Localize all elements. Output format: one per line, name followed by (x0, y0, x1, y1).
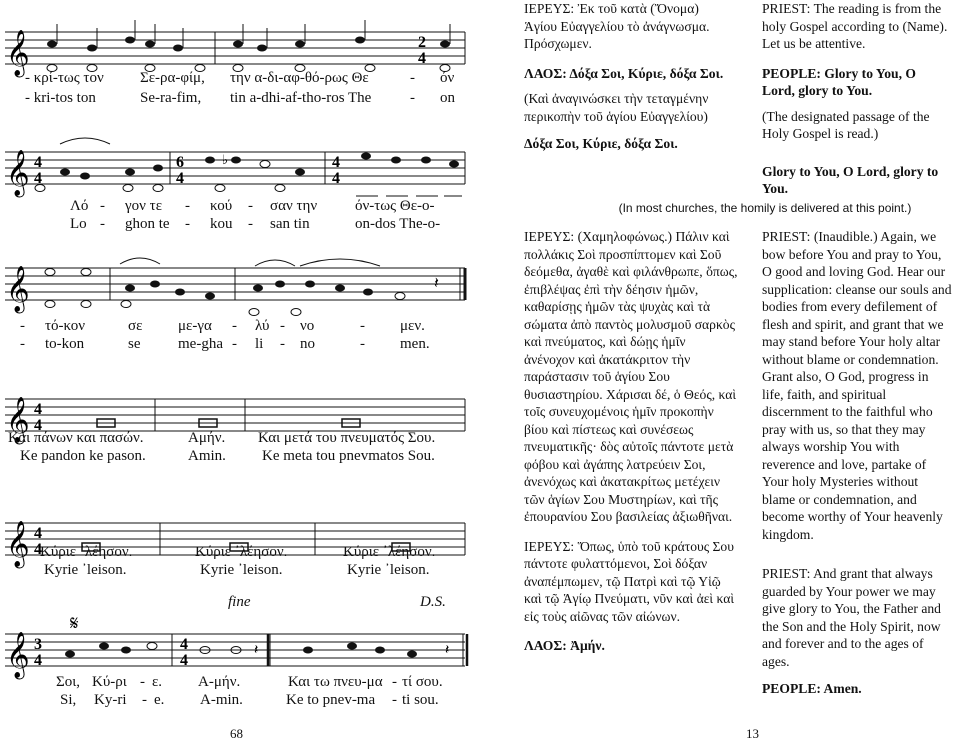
lyric-syllable: on (440, 90, 455, 106)
svg-text:♭: ♭ (222, 152, 229, 167)
homily-note: (In most churches, the homily is delivered at this point.) (618, 201, 912, 215)
svg-text:4: 4 (34, 154, 42, 171)
lyric-syllable: - (232, 336, 237, 352)
lyric-syllable: Amin. (188, 448, 226, 464)
lyric-syllable: Λό (70, 198, 89, 214)
lyric-syllable: Σε-ρα-φίμ, (140, 70, 205, 86)
lyric-syllable: - (140, 674, 145, 690)
english-column-top (762, 0, 952, 198)
lyric-syllable: - (20, 318, 25, 334)
svg-text:𝄽: 𝄽 (445, 643, 450, 658)
svg-text:4: 4 (34, 652, 42, 669)
lyric-syllable: Kyrie ᾽leison. (200, 562, 283, 578)
lyric-syllable: την α-δι-αφ-θό-ρως Θε (230, 70, 369, 86)
svg-text:4: 4 (332, 154, 340, 171)
lyric-syllable: Και τω πνευ-μα (288, 674, 383, 690)
svg-text:𝄞: 𝄞 (6, 632, 30, 678)
svg-text:4: 4 (34, 541, 42, 558)
lyric-syllable: Κύριε ᾽λέησον. (343, 544, 436, 560)
svg-text:2: 2 (418, 34, 426, 51)
lyric-syllable: - (20, 336, 25, 352)
lyric-syllable: Αμήν. (188, 430, 226, 446)
lyric-syllable: ti sou. (402, 692, 439, 708)
svg-text:4: 4 (180, 652, 188, 669)
english-prayer: PRIEST: (Inaudible.) Again, we bow before You and pray to You, O good and loving God. Hear our supplication: cleanse our souls and bodies from every defilement of flesh and spirit, and grant that we may stand before Your holy altar without blame or condemnation. Grant also, O God, progress in life, faith, and spiritual discernment to the faithful who pray with us, so that they may always worship You with reverence and love, partake of Your holy Mysteries without blame or condemnation, and become worthy of Your heavenly kingdom. (762, 229, 952, 542)
lyric-syllable: - (410, 90, 415, 106)
lyric-syllable: Κύριε ᾽λέησον. (40, 544, 133, 560)
greek-paragraph: ΙΕΡΕΥΣ: Ἐκ τοῦ κατὰ (Ὄνομα) Ἁγίου Εὐαγγελίου τὸ ἀνάγνωσμα. Πρόσχωμεν. (524, 1, 710, 51)
lyric-syllable: - (360, 336, 365, 352)
staff-5 (0, 488, 480, 598)
lyric-syllable: σαν την (270, 198, 318, 214)
lyric-syllable: λύ (255, 318, 270, 334)
lyric-syllable: men. (400, 336, 430, 352)
english-paragraph: (The designated passage of the Holy Gospel is read.) (762, 108, 930, 141)
english-paragraph: PEOPLE: Glory to You, O Lord, glory to You. (762, 65, 916, 98)
english-paragraph: Glory to You, O Lord, glory to You. (762, 163, 939, 196)
lyric-syllable: Ky-ri (94, 692, 127, 708)
svg-text:𝄽: 𝄽 (254, 643, 259, 658)
lyric-syllable: Και πάνων και πασών. (8, 430, 144, 446)
lyric-syllable: - kri-tos ton (25, 90, 96, 106)
page-number-right: 13 (746, 726, 759, 741)
lyric-syllable: Kyrie ᾽leison. (347, 562, 430, 578)
lyric-syllable: Ke meta tou pnevmatos Sou. (262, 448, 435, 464)
lyric-syllable: - (392, 692, 397, 708)
svg-text:𝄽: 𝄽 (434, 275, 439, 292)
svg-text:𝄞: 𝄞 (6, 150, 30, 196)
lyric-syllable: - (232, 318, 237, 334)
svg-text:𝄞: 𝄞 (6, 30, 30, 76)
svg-text:3: 3 (34, 636, 42, 653)
lyric-syllable: Σοι, (56, 674, 81, 690)
svg-text:4: 4 (34, 170, 42, 187)
greek-paragraph: (Καὶ ἀναγινώσκει τὴν τεταγμένην περικοπὴν τοῦ ἁγίου Εὐαγγελίου) (524, 91, 709, 124)
greek-column-bottom (524, 228, 739, 655)
lyric-syllable: - (185, 198, 190, 214)
svg-text:4: 4 (176, 170, 184, 187)
greek-paragraph: Δόξα Σοι, Κύριε, δόξα Σοι. (524, 136, 678, 151)
greek-paragraph: ΛΑΟΣ: Δόξα Σοι, Κύριε, δόξα Σοι. (524, 65, 724, 81)
lyric-line-latin (0, 562, 480, 578)
lyric-syllable: Ke pandon ke pason. (20, 448, 146, 464)
lyric-syllable: - (410, 70, 415, 86)
lyric-line-latin (0, 336, 480, 352)
lyric-syllable: to-kon (45, 336, 85, 352)
lyric-syllable: Si, (60, 692, 77, 708)
english-paragraph: PRIEST: The reading is from the holy Gospel according to (Name). Let us be attentive. (762, 1, 948, 51)
greek-ekphonesis: ΙΕΡΕΥΣ: Ὅπως, ὑπὸ τοῦ κράτους Σου πάντοτε φυλαττόμενοι, Σοὶ δόξαν ἀναπέμπωμεν, τῷ Πατρὶ καὶ τῷ Υἱῷ καὶ τῷ Ἁγίῳ Πνεύματι, νῦν καὶ ἀεὶ καὶ εἰς τοὺς αἰῶνας τῶν αἰώνων. (524, 538, 734, 624)
lyric-line-greek (0, 430, 480, 446)
english-column-bottom (762, 228, 952, 698)
svg-text:4: 4 (34, 525, 42, 542)
lyric-line-latin (0, 216, 480, 232)
lyric-syllable: τί σου. (402, 674, 443, 690)
lyric-syllable: - (248, 216, 253, 232)
lyric-syllable: no (300, 336, 315, 352)
lyric-syllable: με-γα (178, 318, 212, 334)
lyric-syllable: - κρί-τως τον (25, 70, 104, 86)
lyric-syllable: Ke to pnev-ma (286, 692, 376, 708)
lyric-syllable: Κύ-ρι (92, 674, 127, 690)
lyric-syllable: - (280, 318, 285, 334)
lyric-syllable: γον τε (125, 198, 162, 214)
english-ekphonesis: PRIEST: And grant that always guarded by Your power we may give glory to You, the Father and the Son and the Holy Spirit, now and forever and to the ages of ages. (762, 566, 941, 669)
lyric-syllable: me-gha (178, 336, 223, 352)
lyric-line-greek (0, 198, 480, 214)
lyric-syllable: Lo (70, 216, 87, 232)
lyric-syllable: on-dos The-o- (355, 216, 441, 232)
svg-text:𝄞: 𝄞 (6, 521, 30, 567)
lyric-syllable: tin a-dhi-af-tho-ros The (230, 90, 372, 106)
lyric-line-latin (0, 692, 480, 708)
page-number-left: 68 (230, 726, 243, 741)
svg-text:𝄋: 𝄋 (70, 611, 79, 635)
svg-text:4: 4 (34, 401, 42, 418)
lyric-line-greek (0, 318, 480, 334)
lyric-line-latin (0, 448, 480, 464)
lyric-syllable: - (100, 216, 105, 232)
lyric-syllable: όν-τως Θε-ο- (355, 198, 435, 214)
lyric-syllable: - (248, 198, 253, 214)
lyric-syllable: σε (128, 318, 143, 334)
lyric-syllable: ghon te (125, 216, 170, 232)
lyric-syllable: Se-ra-fim, (140, 90, 202, 106)
svg-text:4: 4 (34, 417, 42, 434)
lyric-syllable: - (100, 198, 105, 214)
lyric-syllable: Κύριε ᾽λέησον. (195, 544, 288, 560)
fine-mark: fine (228, 594, 251, 610)
lyric-syllable: san tin (270, 216, 310, 232)
lyric-syllable: όν (440, 70, 455, 86)
lyric-syllable: Και μετά του πνευματός Σου. (258, 430, 436, 446)
lyric-syllable: Kyrie ᾽leison. (44, 562, 127, 578)
lyric-syllable: Α-μήν. (198, 674, 241, 690)
svg-text:4: 4 (332, 170, 340, 187)
lyric-syllable: τό-κον (45, 318, 86, 334)
lyric-line-greek (0, 674, 480, 690)
english-amen: PEOPLE: Amen. (762, 681, 862, 696)
dal-segno-mark: D.S. (420, 594, 446, 610)
lyric-syllable: A-min. (200, 692, 243, 708)
lyric-syllable: νο (300, 318, 315, 334)
lyric-syllable: - (392, 674, 397, 690)
lyric-line-latin (0, 90, 480, 106)
greek-column-top (524, 0, 724, 153)
lyric-syllable: e. (154, 692, 165, 708)
lyric-syllable: κού (210, 198, 233, 214)
svg-text:𝄞: 𝄞 (6, 397, 30, 443)
greek-amen: ΛΑΟΣ: Ἀμήν. (524, 638, 605, 653)
svg-text:4: 4 (180, 636, 188, 653)
lyric-syllable: li (255, 336, 264, 352)
svg-text:𝄞: 𝄞 (6, 266, 30, 312)
lyric-line-greek (0, 544, 480, 560)
greek-prayer: ΙΕΡΕΥΣ: (Χαμηλοφώνως.) Πάλιν καὶ πολλάκις Σοὶ προσπίπτομεν καὶ Σοῦ δεόμεθα, ἀγαθὲ καὶ φιλάνθρωπε, ὅπως, ἐπιβλέψας ἐπὶ τὴν δέησιν ἡμῶν, καθαρίσῃς ἡμῶν τὰς ψυχὰς καὶ τὰ σώματα ἀπὸ παντὸς μολυσμοῦ σαρκὸς καὶ πνεύματος, καὶ δώῃς ἡμῖν ἀνένοχον καὶ ἀκατάκριτον τὴν παράστασιν τοῦ ἁγίου Σου θυσιαστηρίου. Χάρισαι δέ, ὁ Θεός, καὶ τοῖς συνευχομένοις ἡμῖν προκοπὴν βίου καὶ πίστεως καὶ συνέσεως πνευματικῆς· δὸς αὐτοῖς πάντοτε μετὰ φόβου καὶ ἀγάπης λατρεύειν Σοι, ἀνενόχως καὶ ἀκατακρίτως μετέχειν τῶν ἁγίων Σου Μυστηρίων, καὶ τῆς ἐπουρανίου Σου βασιλείας ἀξιωθῆναι. (524, 229, 738, 524)
lyric-syllable: - (280, 336, 285, 352)
text-page (480, 0, 960, 742)
lyric-syllable: kou (210, 216, 233, 232)
lyric-syllable: - (185, 216, 190, 232)
lyric-line-greek (0, 70, 480, 86)
lyric-syllable: μεν. (400, 318, 425, 334)
lyric-syllable: ε. (152, 674, 163, 690)
svg-text:6: 6 (176, 154, 184, 171)
lyric-syllable: se (128, 336, 141, 352)
svg-text:4: 4 (418, 50, 426, 67)
lyric-syllable: - (360, 318, 365, 334)
lyric-syllable: - (142, 692, 147, 708)
